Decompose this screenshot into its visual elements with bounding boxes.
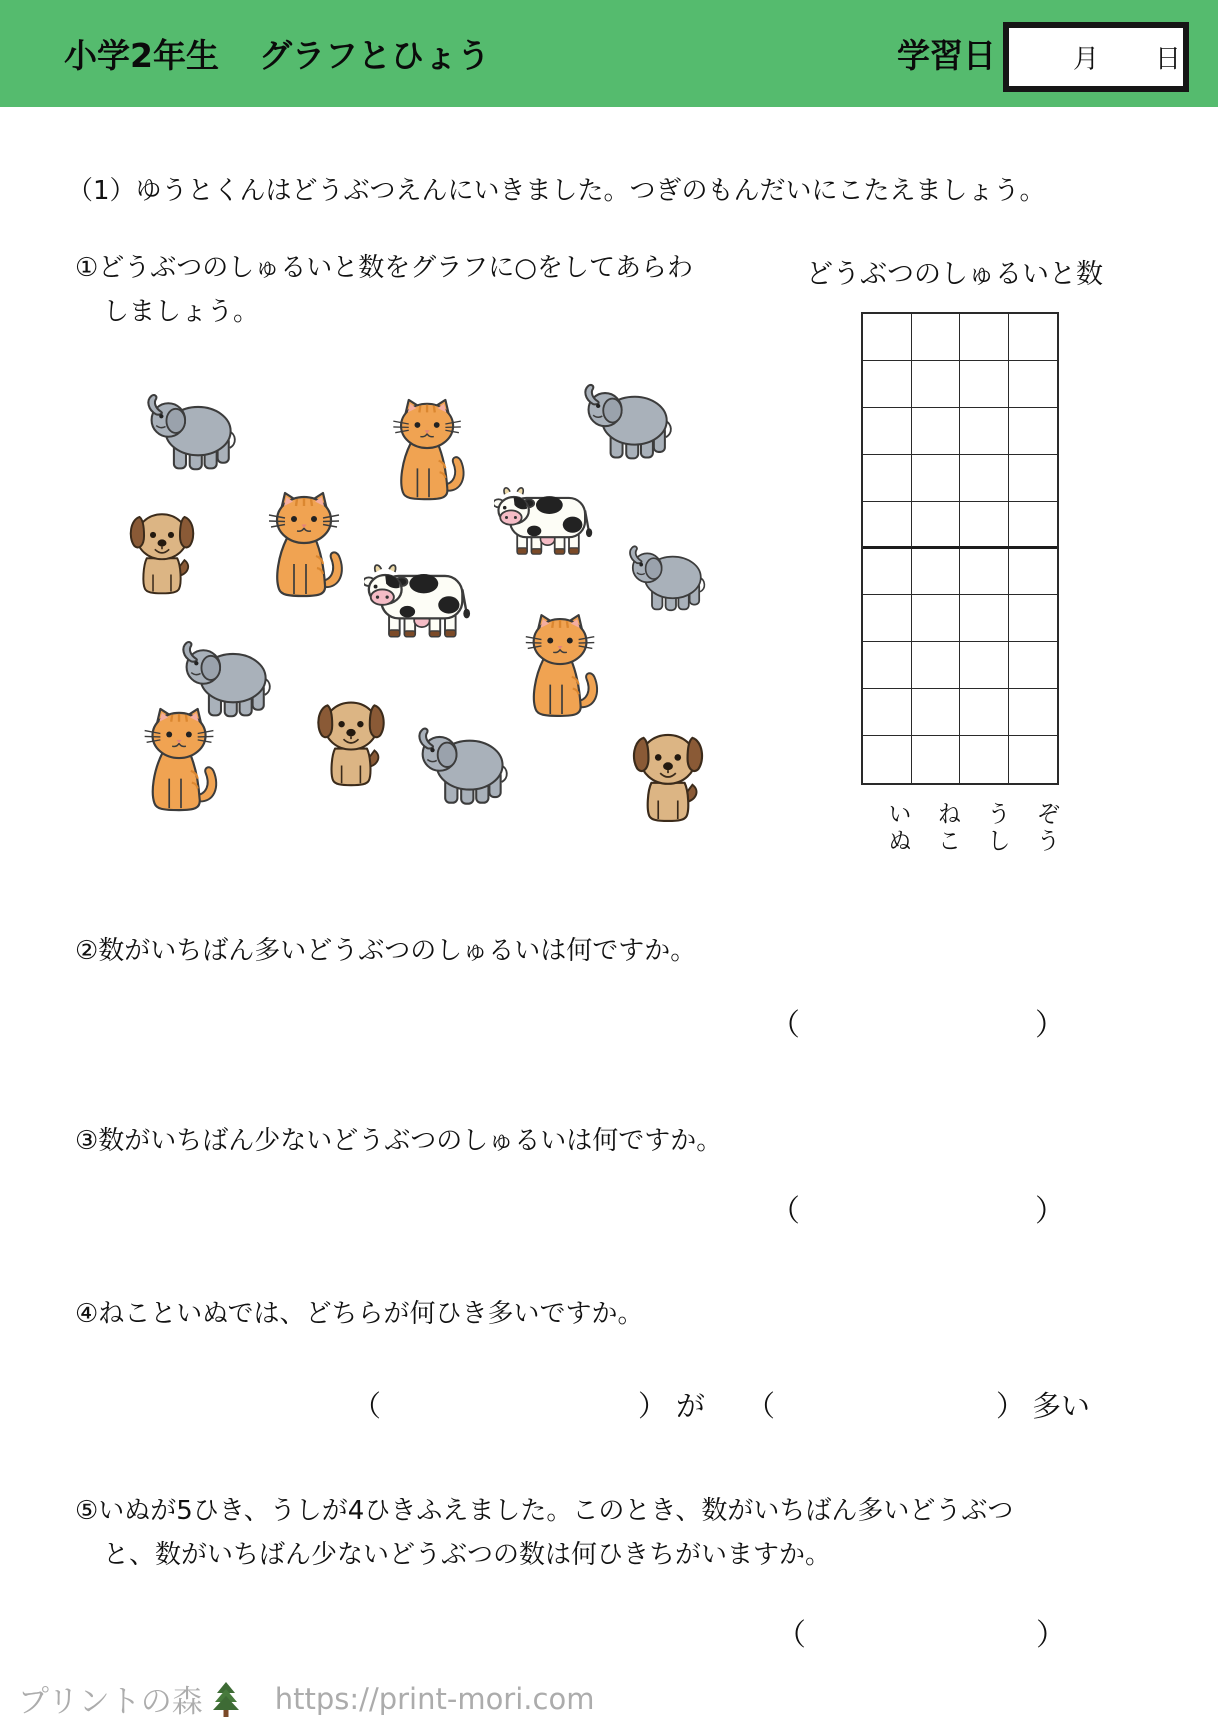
question1-line2: しましょう。 — [103, 297, 260, 327]
graph-cell[interactable] — [912, 361, 961, 408]
graph-cell[interactable] — [863, 736, 912, 783]
dog-image — [306, 696, 396, 788]
elephant-image — [583, 380, 675, 465]
question5-answer-slot[interactable] — [776, 1610, 1066, 1654]
study-date-box[interactable] — [1003, 22, 1189, 92]
graph-cell[interactable] — [960, 689, 1009, 736]
site-name: プリントの森 — [18, 1684, 203, 1720]
cat-image — [133, 706, 229, 816]
cow-image — [364, 560, 472, 644]
paren-close: ） — [1036, 1618, 1066, 1653]
day-label: 日 — [1155, 44, 1182, 75]
paren-close: ） — [996, 1389, 1026, 1423]
tree-icon — [211, 1681, 241, 1717]
elephant-image — [146, 392, 239, 474]
paren-open: （ — [352, 1389, 382, 1423]
dog-image — [624, 728, 712, 824]
graph-cell[interactable] — [1009, 455, 1058, 502]
question2-answer-slot[interactable] — [770, 1000, 1065, 1044]
graph-cell[interactable] — [1009, 361, 1058, 408]
graph-cell[interactable] — [960, 642, 1009, 689]
paren-open: （ — [746, 1389, 776, 1423]
graph-cell[interactable] — [863, 455, 912, 502]
question5-line2: と、数がいちばん少ないどうぶつの数は何ひきちがいますか。 — [103, 1540, 832, 1570]
paren-close: ） — [1035, 1194, 1065, 1229]
graph-col-label: ぞう — [1032, 801, 1060, 855]
question3-text: ③数がいちばん少ないどうぶつのしゅるいは何ですか。 — [75, 1126, 723, 1156]
grade-label: 小学2年生 — [64, 36, 219, 75]
graph-cell[interactable] — [960, 549, 1009, 596]
graph-cell[interactable] — [1009, 502, 1058, 549]
graph-cell[interactable] — [912, 595, 961, 642]
paren-open: （ — [770, 1194, 800, 1229]
paren-open: （ — [776, 1618, 806, 1653]
header-title — [64, 0, 490, 107]
graph-cell[interactable] — [863, 408, 912, 455]
dog-image — [118, 508, 206, 596]
graph-cell[interactable] — [912, 736, 961, 783]
cat-image — [383, 397, 475, 505]
graph-cell[interactable] — [960, 595, 1009, 642]
paren-close: ） — [1035, 1008, 1065, 1043]
graph-cell[interactable] — [863, 549, 912, 596]
header-bar — [0, 0, 1218, 107]
suffix-ooi: 多い — [1032, 1389, 1091, 1423]
graph-cell[interactable] — [960, 736, 1009, 783]
graph-cell[interactable] — [960, 455, 1009, 502]
question2-text: ②数がいちばん多いどうぶつのしゅるいは何ですか。 — [75, 936, 697, 966]
graph-col-labels — [861, 796, 1059, 862]
graph-cell[interactable] — [912, 455, 961, 502]
graph-cell[interactable] — [960, 314, 1009, 361]
graph-cell[interactable] — [1009, 642, 1058, 689]
cat-image — [259, 490, 353, 602]
graph-grid — [861, 312, 1059, 785]
elephant-image — [181, 638, 274, 722]
graph-cell[interactable] — [1009, 549, 1058, 596]
elephant-image — [628, 535, 708, 623]
page-title: グラフとひょう — [258, 36, 490, 75]
graph-cell[interactable] — [863, 502, 912, 549]
graph-cell[interactable] — [912, 642, 961, 689]
graph-cell[interactable] — [863, 314, 912, 361]
graph-cell[interactable] — [912, 689, 961, 736]
study-date-label: 学習日 — [897, 36, 996, 75]
question5-line1: ⑤いぬが5ひき、うしが4ひきふえました。このとき、数がいちばん多いどうぶつ — [75, 1496, 1014, 1526]
graph-cell[interactable] — [912, 502, 961, 549]
month-label: 月 — [1073, 44, 1100, 75]
graph-col-label: いぬ — [883, 801, 912, 855]
problem-heading: （1）ゆうとくんはどうぶつえんにいきました。つぎのもんだいにこたえましょう。 — [67, 176, 1046, 206]
graph-cell[interactable] — [960, 361, 1009, 408]
graph-cell[interactable] — [1009, 595, 1058, 642]
graph-cell[interactable] — [1009, 736, 1058, 783]
graph-col-label: うし — [982, 801, 1011, 855]
cat-image — [517, 612, 607, 722]
graph-col-label: ねこ — [933, 801, 961, 855]
question4-text: ④ねこといぬでは、どちらが何ひき多いですか。 — [75, 1299, 644, 1329]
graph-cell[interactable] — [1009, 689, 1058, 736]
graph-cell[interactable] — [863, 642, 912, 689]
graph-cell[interactable] — [912, 314, 961, 361]
cow-image — [494, 482, 594, 562]
site-url: https://print-mori.com — [274, 1681, 595, 1716]
elephant-image — [417, 724, 511, 810]
paren-open: （ — [770, 1008, 800, 1043]
particle-ga: が — [676, 1389, 706, 1423]
graph-cell[interactable] — [912, 408, 961, 455]
graph-title: どうぶつのしゅるいと数 — [806, 259, 1103, 290]
question3-answer-slot[interactable] — [770, 1186, 1065, 1230]
graph-cell[interactable] — [1009, 314, 1058, 361]
graph-cell[interactable] — [1009, 408, 1058, 455]
graph-cell[interactable] — [863, 595, 912, 642]
footer — [18, 1676, 594, 1721]
graph-cell[interactable] — [912, 549, 961, 596]
graph-cell[interactable] — [960, 408, 1009, 455]
graph-cell[interactable] — [863, 689, 912, 736]
question1-line1: ①どうぶつのしゅるいと数をグラフに○をしてあらわ — [75, 253, 693, 283]
graph-cell[interactable] — [960, 502, 1009, 549]
graph-cell[interactable] — [863, 361, 912, 408]
paren-close: ） — [638, 1389, 668, 1423]
